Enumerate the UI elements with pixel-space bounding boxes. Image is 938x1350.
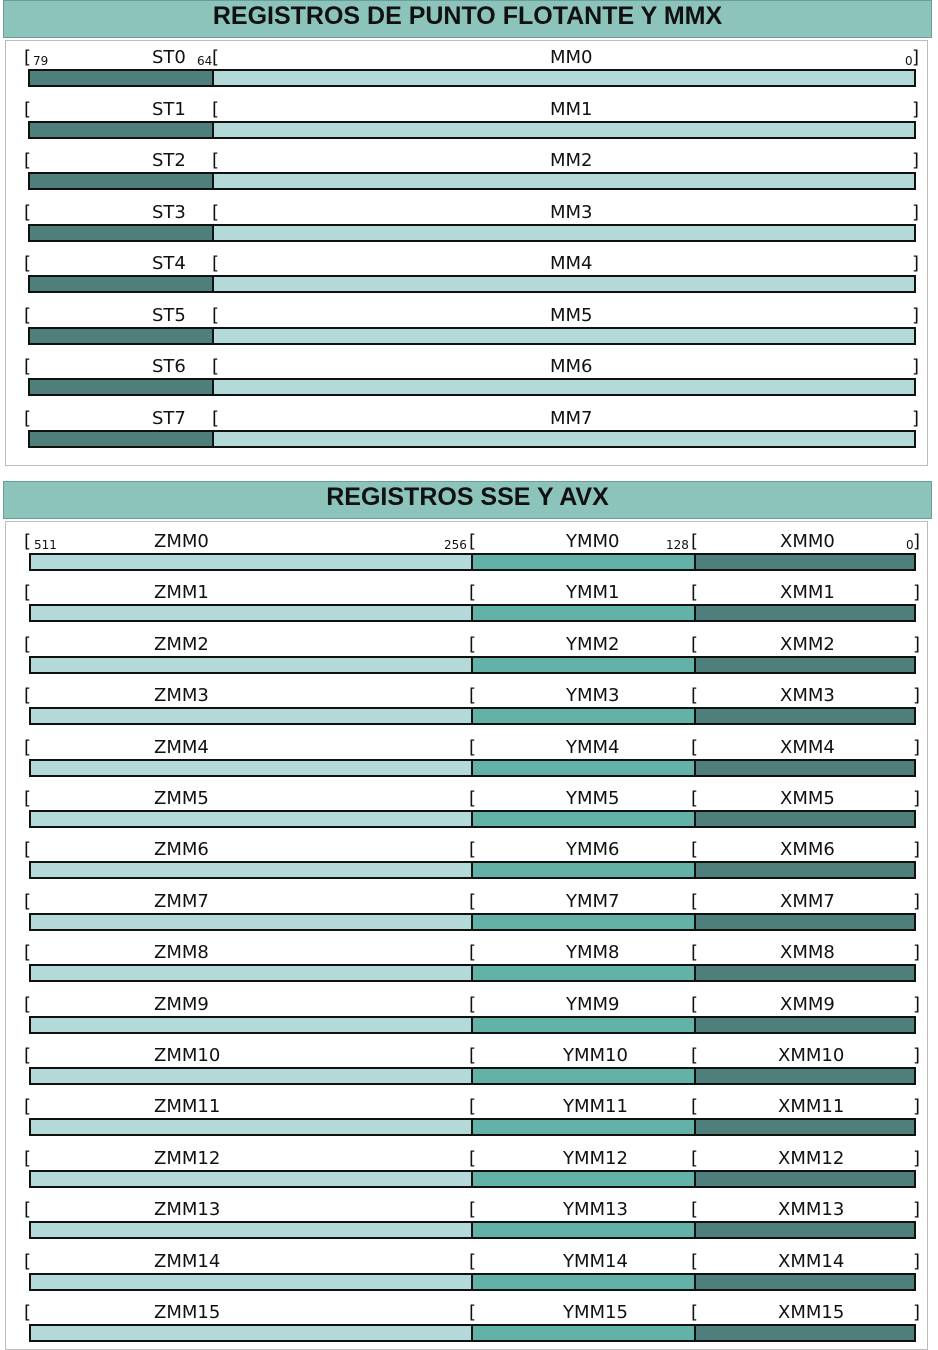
ymm-register-label: YMM8 [566, 942, 620, 964]
bracket: [ [24, 839, 32, 861]
register-row [0, 584, 938, 624]
bracket: ] [912, 47, 920, 68]
bracket: ] [913, 685, 921, 707]
ymm-register-bar [471, 553, 696, 571]
zmm-register-bar [29, 1067, 473, 1085]
register-row [0, 890, 938, 933]
zmm-register-label: ZMM11 [154, 1096, 221, 1118]
bracket: [ [469, 1096, 477, 1118]
zmm-register-label: ZMM8 [154, 942, 209, 964]
bracket: [ [691, 685, 699, 707]
bracket: ] [913, 736, 921, 758]
xmm-register-label: XMM2 [780, 633, 835, 655]
mm-register-label: MM1 [550, 98, 593, 120]
ymm-register-bar [471, 861, 696, 879]
zmm-register-bar [29, 1273, 473, 1291]
zmm-register-bar [29, 913, 473, 931]
xmm-register-bar [694, 759, 916, 777]
xmm-register-label: XMM12 [778, 1147, 845, 1169]
xmm-register-bar [694, 861, 916, 879]
bracket: [ [469, 942, 477, 964]
ymm-register-bar [471, 1273, 696, 1291]
bracket: [ [469, 839, 477, 861]
zmm-register-bar [29, 656, 473, 674]
xmm-register-bar [694, 1067, 916, 1085]
bracket: ] [913, 1096, 921, 1118]
mm-register-label: MM2 [550, 150, 593, 171]
bracket: [ [24, 582, 32, 604]
register-row [0, 841, 938, 881]
bit-label: 0 [906, 538, 914, 552]
mm-register-label: MM4 [550, 253, 593, 274]
register-row [0, 304, 938, 347]
ymm-register-label: YMM12 [563, 1147, 628, 1169]
ymm-register-label: YMM13 [563, 1199, 628, 1221]
mm-register-bar [212, 69, 916, 87]
ymm-register-bar [471, 964, 696, 982]
bracket: [ [469, 788, 477, 809]
sse-avx-header: REGISTROS SSE Y AVX [3, 481, 932, 519]
bracket: [ [469, 1199, 477, 1221]
zmm-register-label: ZMM7 [154, 890, 209, 912]
mm-register-bar [212, 327, 916, 345]
xmm-register-bar [694, 604, 916, 622]
st-register-bar [28, 378, 214, 396]
bracket: [ [691, 890, 699, 912]
bracket: [ [691, 1302, 699, 1323]
zmm-register-bar [29, 1016, 473, 1034]
bit-label: 128 [666, 538, 689, 552]
ymm-register-label: YMM6 [566, 839, 620, 861]
bracket: [ [469, 1147, 477, 1169]
bracket: [ [24, 150, 32, 171]
bracket: ] [913, 1250, 921, 1272]
ymm-register-label: YMM9 [566, 993, 620, 1015]
st-register-label: ST4 [152, 253, 186, 274]
bracket: [ [212, 98, 220, 120]
xmm-register-bar [694, 964, 916, 982]
register-row [0, 358, 938, 398]
bracket: ] [912, 304, 920, 326]
bracket: ] [913, 993, 921, 1015]
ymm-register-label: YMM11 [563, 1096, 628, 1118]
bracket: ] [913, 788, 921, 809]
mm-register-label: MM0 [550, 47, 593, 68]
bracket: [ [24, 304, 32, 326]
register-row [0, 1098, 938, 1138]
ymm-register-bar [471, 1221, 696, 1239]
register-row [0, 201, 938, 244]
ymm-register-bar [471, 656, 696, 674]
xmm-register-label: XMM14 [778, 1250, 845, 1272]
zmm-register-bar [29, 1324, 473, 1342]
bracket: [ [469, 633, 477, 655]
bracket: [ [691, 736, 699, 758]
zmm-register-bar [29, 1170, 473, 1188]
mm-register-label: MM7 [550, 407, 593, 429]
xmm-register-bar [694, 810, 916, 828]
bracket: [ [691, 633, 699, 655]
xmm-register-label: XMM11 [778, 1096, 845, 1118]
bracket: [ [24, 531, 32, 552]
ymm-register-label: YMM5 [566, 788, 620, 809]
bracket: [ [691, 531, 699, 552]
bracket: [ [24, 1302, 32, 1323]
xmm-register-bar [694, 1221, 916, 1239]
fpu-mmx-header: REGISTROS DE PUNTO FLOTANTE Y MMX [3, 0, 932, 38]
xmm-register-label: XMM6 [780, 839, 835, 861]
xmm-register-label: XMM9 [780, 993, 835, 1015]
bit-label: 511 [34, 538, 57, 552]
bracket: ] [913, 1147, 921, 1169]
mm-register-label: MM6 [550, 356, 593, 377]
zmm-register-label: ZMM4 [154, 736, 209, 758]
bracket: [ [469, 531, 477, 552]
bracket: [ [212, 47, 220, 68]
st-register-bar [28, 224, 214, 242]
zmm-register-label: ZMM14 [154, 1250, 221, 1272]
bracket: [ [24, 1250, 32, 1272]
ymm-register-label: YMM10 [563, 1045, 628, 1066]
zmm-register-label: ZMM9 [154, 993, 209, 1015]
bracket: [ [691, 993, 699, 1015]
ymm-register-label: YMM15 [563, 1302, 628, 1323]
xmm-register-bar [694, 1273, 916, 1291]
st-register-label: ST7 [152, 407, 186, 429]
st-register-label: ST3 [152, 201, 186, 223]
register-row [0, 736, 938, 779]
zmm-register-bar [29, 1118, 473, 1136]
ymm-register-bar [471, 810, 696, 828]
xmm-register-bar [694, 1118, 916, 1136]
bracket: [ [691, 788, 699, 809]
bracket: [ [469, 685, 477, 707]
bracket: ] [912, 356, 920, 377]
xmm-register-bar [694, 656, 916, 674]
ymm-register-bar [471, 759, 696, 777]
ymm-register-bar [471, 707, 696, 725]
ymm-register-label: YMM14 [563, 1250, 628, 1272]
xmm-register-label: XMM15 [778, 1302, 845, 1323]
xmm-register-label: XMM5 [780, 788, 835, 809]
bracket: [ [212, 150, 220, 171]
bracket: [ [24, 993, 32, 1015]
bracket: ] [913, 633, 921, 655]
register-row [0, 98, 938, 141]
bracket: [ [691, 942, 699, 964]
bracket: ] [913, 1199, 921, 1221]
zmm-register-label: ZMM12 [154, 1147, 221, 1169]
bit-label: 64 [197, 54, 213, 68]
register-row [0, 790, 938, 830]
bracket: ] [913, 890, 921, 912]
bracket: ] [912, 201, 920, 223]
ymm-register-bar [471, 1118, 696, 1136]
zmm-register-bar [29, 1221, 473, 1239]
bracket: [ [469, 1250, 477, 1272]
bracket: [ [212, 253, 220, 274]
st-register-bar [28, 69, 214, 87]
ymm-register-bar [471, 1170, 696, 1188]
register-row [0, 533, 938, 573]
xmm-register-label: XMM1 [780, 582, 835, 604]
st-register-label: ST2 [152, 150, 186, 171]
xmm-register-bar [694, 1016, 916, 1034]
ymm-register-bar [471, 1067, 696, 1085]
bracket: [ [691, 839, 699, 861]
zmm-register-bar [29, 604, 473, 622]
bracket: ] [913, 582, 921, 604]
mm-register-bar [212, 172, 916, 190]
st-register-label: ST0 [152, 47, 186, 68]
ymm-register-bar [471, 1324, 696, 1342]
register-row [0, 255, 938, 295]
st-register-bar [28, 172, 214, 190]
register-row [0, 944, 938, 984]
bracket: ] [913, 1302, 921, 1323]
bracket: ] [913, 531, 921, 552]
bracket: [ [24, 685, 32, 707]
ymm-register-label: YMM3 [566, 685, 620, 707]
zmm-register-bar [29, 707, 473, 725]
bit-label: 0 [905, 54, 913, 68]
bracket: [ [469, 582, 477, 604]
zmm-register-bar [29, 810, 473, 828]
register-row [0, 1304, 938, 1344]
zmm-register-label: ZMM1 [154, 582, 209, 604]
zmm-register-label: ZMM5 [154, 788, 209, 809]
bracket: [ [24, 1147, 32, 1169]
register-row [0, 687, 938, 727]
xmm-register-label: XMM8 [780, 942, 835, 964]
bracket: ] [912, 98, 920, 120]
register-row [0, 993, 938, 1036]
ymm-register-label: YMM1 [566, 582, 620, 604]
zmm-register-label: ZMM10 [154, 1045, 221, 1066]
register-row [0, 407, 938, 450]
xmm-register-bar [694, 1324, 916, 1342]
ymm-register-bar [471, 1016, 696, 1034]
zmm-register-bar [29, 964, 473, 982]
bracket: [ [24, 1199, 32, 1221]
bracket: ] [913, 942, 921, 964]
bracket: [ [24, 942, 32, 964]
bracket: [ [212, 356, 220, 377]
bracket: [ [24, 356, 32, 377]
zmm-register-label: ZMM3 [154, 685, 209, 707]
xmm-register-label: XMM13 [778, 1199, 845, 1221]
bracket: [ [212, 304, 220, 326]
register-row [0, 1147, 938, 1190]
ymm-register-label: YMM0 [566, 531, 620, 552]
bracket: ] [912, 253, 920, 274]
register-row [0, 633, 938, 676]
bracket: ] [913, 839, 921, 861]
bracket: [ [212, 201, 220, 223]
xmm-register-label: XMM3 [780, 685, 835, 707]
zmm-register-bar [29, 861, 473, 879]
bracket: [ [24, 98, 32, 120]
st-register-bar [28, 275, 214, 293]
bracket: [ [24, 47, 32, 68]
st-register-bar [28, 327, 214, 345]
bracket: ] [912, 150, 920, 171]
xmm-register-bar [694, 707, 916, 725]
xmm-register-label: XMM7 [780, 890, 835, 912]
bracket: [ [24, 407, 32, 429]
bracket: [ [469, 736, 477, 758]
bracket: [ [24, 890, 32, 912]
mm-register-label: MM3 [550, 201, 593, 223]
st-register-label: ST5 [152, 304, 186, 326]
ymm-register-bar [471, 604, 696, 622]
mm-register-bar [212, 430, 916, 448]
zmm-register-label: ZMM0 [154, 531, 209, 552]
bracket: [ [24, 633, 32, 655]
register-row [0, 49, 938, 89]
st-register-bar [28, 121, 214, 139]
ymm-register-label: YMM2 [566, 633, 620, 655]
xmm-register-label: XMM10 [778, 1045, 845, 1066]
mm-register-bar [212, 378, 916, 396]
zmm-register-bar [29, 553, 473, 571]
bracket: [ [24, 201, 32, 223]
bracket: [ [24, 253, 32, 274]
bracket: [ [691, 1096, 699, 1118]
bracket: [ [691, 1199, 699, 1221]
zmm-register-label: ZMM2 [154, 633, 209, 655]
mm-register-label: MM5 [550, 304, 593, 326]
register-row [0, 1201, 938, 1241]
bracket: [ [691, 1250, 699, 1272]
zmm-register-bar [29, 759, 473, 777]
xmm-register-label: XMM4 [780, 736, 835, 758]
bit-label: 256 [444, 538, 467, 552]
xmm-register-bar [694, 913, 916, 931]
register-row [0, 1250, 938, 1293]
bracket: [ [24, 736, 32, 758]
zmm-register-label: ZMM6 [154, 839, 209, 861]
bracket: [ [24, 1096, 32, 1118]
register-row [0, 152, 938, 192]
mm-register-bar [212, 224, 916, 242]
bracket: [ [24, 788, 32, 809]
mm-register-bar [212, 121, 916, 139]
zmm-register-label: ZMM13 [154, 1199, 221, 1221]
bracket: [ [212, 407, 220, 429]
bracket: [ [469, 1302, 477, 1323]
register-row [0, 1047, 938, 1087]
bit-label: 79 [33, 54, 49, 68]
st-register-label: ST6 [152, 356, 186, 377]
st-register-label: ST1 [152, 98, 186, 120]
xmm-register-bar [694, 1170, 916, 1188]
bracket: [ [24, 1045, 32, 1066]
bracket: [ [469, 1045, 477, 1066]
bracket: [ [469, 890, 477, 912]
zmm-register-label: ZMM15 [154, 1302, 221, 1323]
bracket: [ [469, 993, 477, 1015]
bracket: ] [913, 1045, 921, 1066]
ymm-register-bar [471, 913, 696, 931]
ymm-register-label: YMM7 [566, 890, 620, 912]
xmm-register-bar [694, 553, 916, 571]
st-register-bar [28, 430, 214, 448]
bracket: [ [691, 1147, 699, 1169]
ymm-register-label: YMM4 [566, 736, 620, 758]
xmm-register-label: XMM0 [780, 531, 835, 552]
mm-register-bar [212, 275, 916, 293]
bracket: [ [691, 1045, 699, 1066]
bracket: [ [691, 582, 699, 604]
bracket: ] [912, 407, 920, 429]
